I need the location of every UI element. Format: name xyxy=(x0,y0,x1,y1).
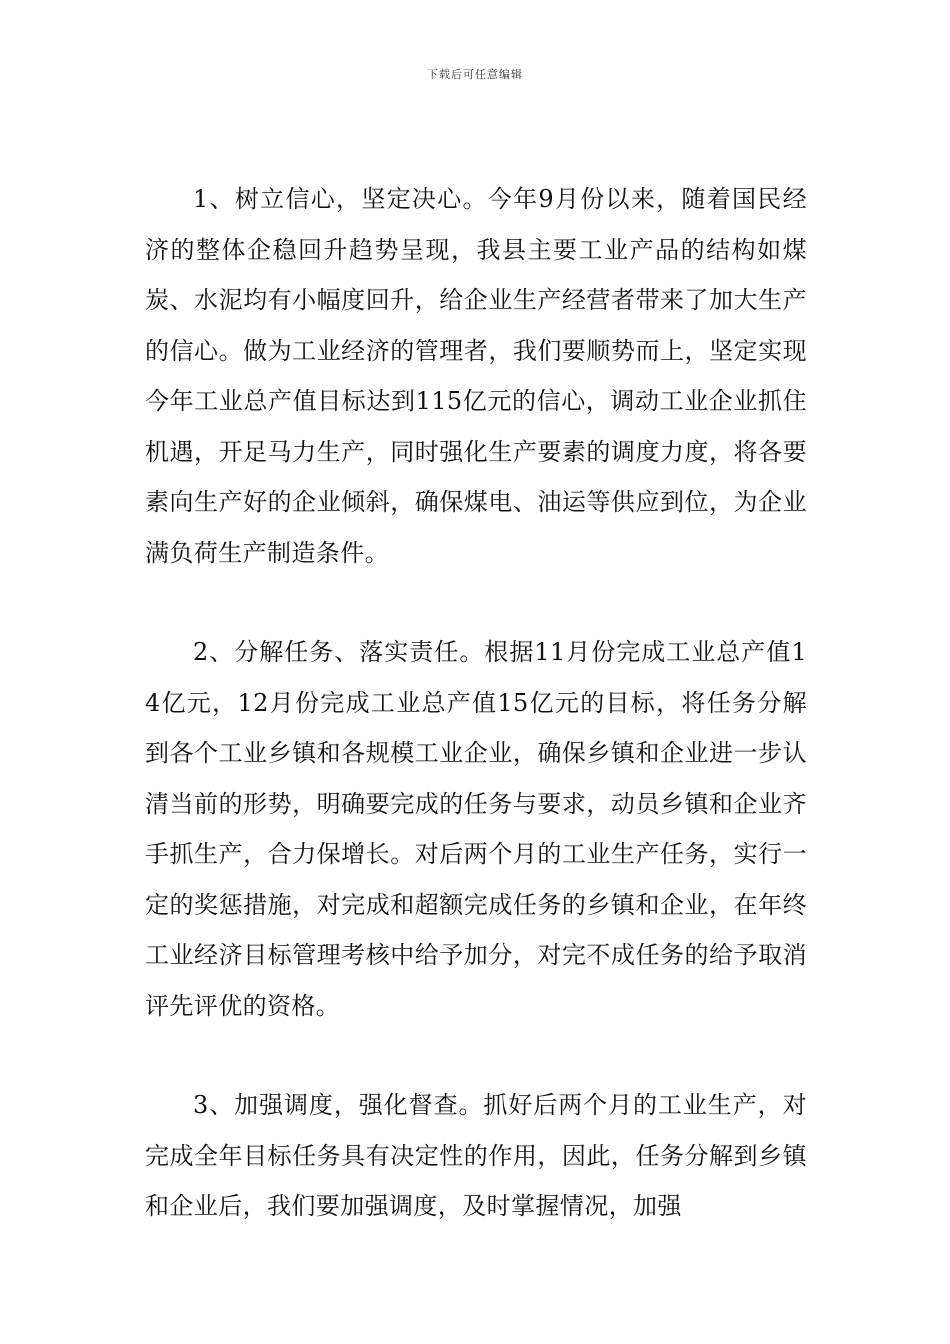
paragraph-2: 2、分解任务、落实责任。根据11月份完成工业总产值14亿元，12月份完成工业总产值15亿元的目标，将任务分解到各个工业乡镇和各规模工业企业，确保乡镇和企业进一步认清当前的形势，明确要完成的任务与要求，动员乡镇和企业齐手抓生产，合力保增长。对后两个月的工业生产任务，实行一定的奖惩措施，对完成和超额完成任务的乡镇和企业，在年终工业经济目标管理考核中给予加分，对完不成任务的给予取消评先评优的资格。 xyxy=(145,638,807,1020)
document-body xyxy=(145,174,807,1281)
header-note: 下载后可任意编辑 xyxy=(427,68,523,81)
paragraph-3: 3、加强调度，强化督查。抓好后两个月的工业生产，对完成全年目标任务具有决定性的作用，因此，任务分解到乡镇和企业后，我们要加强调度，及时掌握情况，加强 xyxy=(145,1091,807,1220)
paragraph-1: 1、树立信心，坚定决心。今年9月份以来，随着国民经济的整体企稳回升趋势呈现，我县主要工业产品的结构如煤炭、水泥均有小幅度回升，给企业生产经营者带来了加大生产的信心。做为工业经济的管理者，我们要顺势而上，坚定实现今年工业总产值目标达到115亿元的信心，调动工业企业抓住机遇，开足马力生产，同时强化生产要素的调度力度，将各要素向生产好的企业倾斜，确保煤电、油运等供应到位，为企业满负荷生产制造条件。 xyxy=(145,185,807,567)
